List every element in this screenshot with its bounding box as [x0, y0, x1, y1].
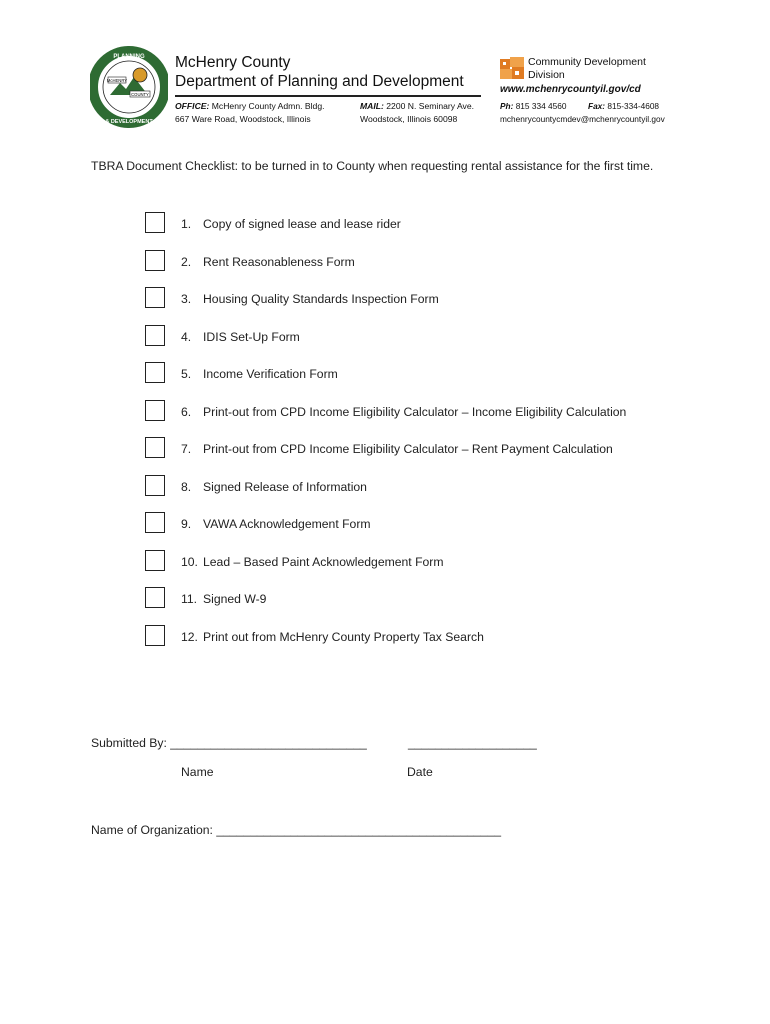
- office-label: OFFICE:: [175, 101, 210, 111]
- mail-address-line1: MAIL: 2200 N. Seminary Ave.: [360, 101, 475, 111]
- checkbox[interactable]: [145, 625, 165, 646]
- checkbox[interactable]: [145, 212, 165, 233]
- checklist-item-label: Print-out from CPD Income Eligibility Calculator – Income Eligibility Calculation: [203, 404, 627, 419]
- website-link[interactable]: www.mchenrycountyil.gov/cd: [500, 84, 641, 95]
- county-seal-logo: [90, 45, 168, 129]
- checklist-item-label: Housing Quality Standards Inspection Form: [203, 292, 439, 306]
- seal-top-text: PLANNING: [113, 54, 145, 60]
- seal-center-text-2: COUNTY: [131, 92, 149, 97]
- checklist-item-label: Signed W-9: [203, 592, 267, 606]
- office-address-line2: 667 Ware Road, Woodstock, Illinois: [175, 114, 311, 124]
- checkbox[interactable]: [145, 250, 165, 271]
- checklist-item-label: Lead – Based Paint Acknowledgement Form: [203, 554, 444, 569]
- seal-bottom-text: & DEVELOPMENT: [105, 119, 153, 125]
- header-rule: [175, 95, 481, 97]
- checkbox[interactable]: [145, 550, 165, 571]
- organization-name-field[interactable]: Name of Organization: __________________________________________: [91, 823, 502, 837]
- checklist-item-label: VAWA Acknowledgement Form: [203, 517, 371, 531]
- checkbox[interactable]: [145, 587, 165, 608]
- checklist-item-label: Print-out from CPD Income Eligibility Calculator – Rent Payment Calculation: [203, 442, 613, 456]
- checkbox[interactable]: [145, 437, 165, 458]
- department-name: Department of Planning and Development: [175, 73, 464, 90]
- submitted-by-field[interactable]: Submitted By: _____________________________: [91, 736, 367, 750]
- phone-line: Ph: 815 334 4560: [500, 101, 567, 111]
- checkbox[interactable]: [145, 362, 165, 383]
- community-development-icon: [500, 57, 524, 79]
- division-line2: Division: [528, 68, 565, 81]
- checklist-item-label: Copy of signed lease and lease rider: [203, 217, 401, 231]
- fax-line: Fax: 815-334-4608: [588, 101, 660, 111]
- org-name: McHenry County: [175, 54, 291, 71]
- name-caption: Name: [181, 765, 214, 779]
- checklist-item-label: IDIS Set-Up Form: [203, 329, 300, 344]
- checkbox[interactable]: [145, 325, 165, 346]
- office-address-line1: OFFICE: McHenry County Admn. Bldg.: [175, 101, 325, 111]
- division-name: [528, 56, 646, 81]
- checkbox[interactable]: [145, 512, 165, 533]
- mail-label: MAIL:: [360, 101, 384, 111]
- division-line1: Community Development: [528, 56, 646, 68]
- seal-center-text-1: McHENRY: [106, 78, 128, 83]
- date-field[interactable]: ___________________: [408, 736, 537, 750]
- checklist-item-label: Print out from McHenry County Property Tax Search: [203, 629, 484, 644]
- checklist-item-label: Signed Release of Information: [203, 479, 367, 494]
- email-link[interactable]: mchenrycountycmdev@mchenrycountyil.gov: [500, 114, 665, 124]
- checklist-title: TBRA Document Checklist: to be turned in to County when requesting rental assistance for the first time.: [91, 159, 654, 173]
- date-caption: Date: [407, 765, 433, 779]
- checklist-item-label: Rent Reasonableness Form: [203, 254, 355, 269]
- mail-address-line2: Woodstock, Illinois 60098: [360, 114, 458, 124]
- checkbox[interactable]: [145, 400, 165, 421]
- checklist-item-label: Income Verification Form: [203, 367, 338, 381]
- checkbox[interactable]: [145, 287, 165, 308]
- checkbox[interactable]: [145, 475, 165, 496]
